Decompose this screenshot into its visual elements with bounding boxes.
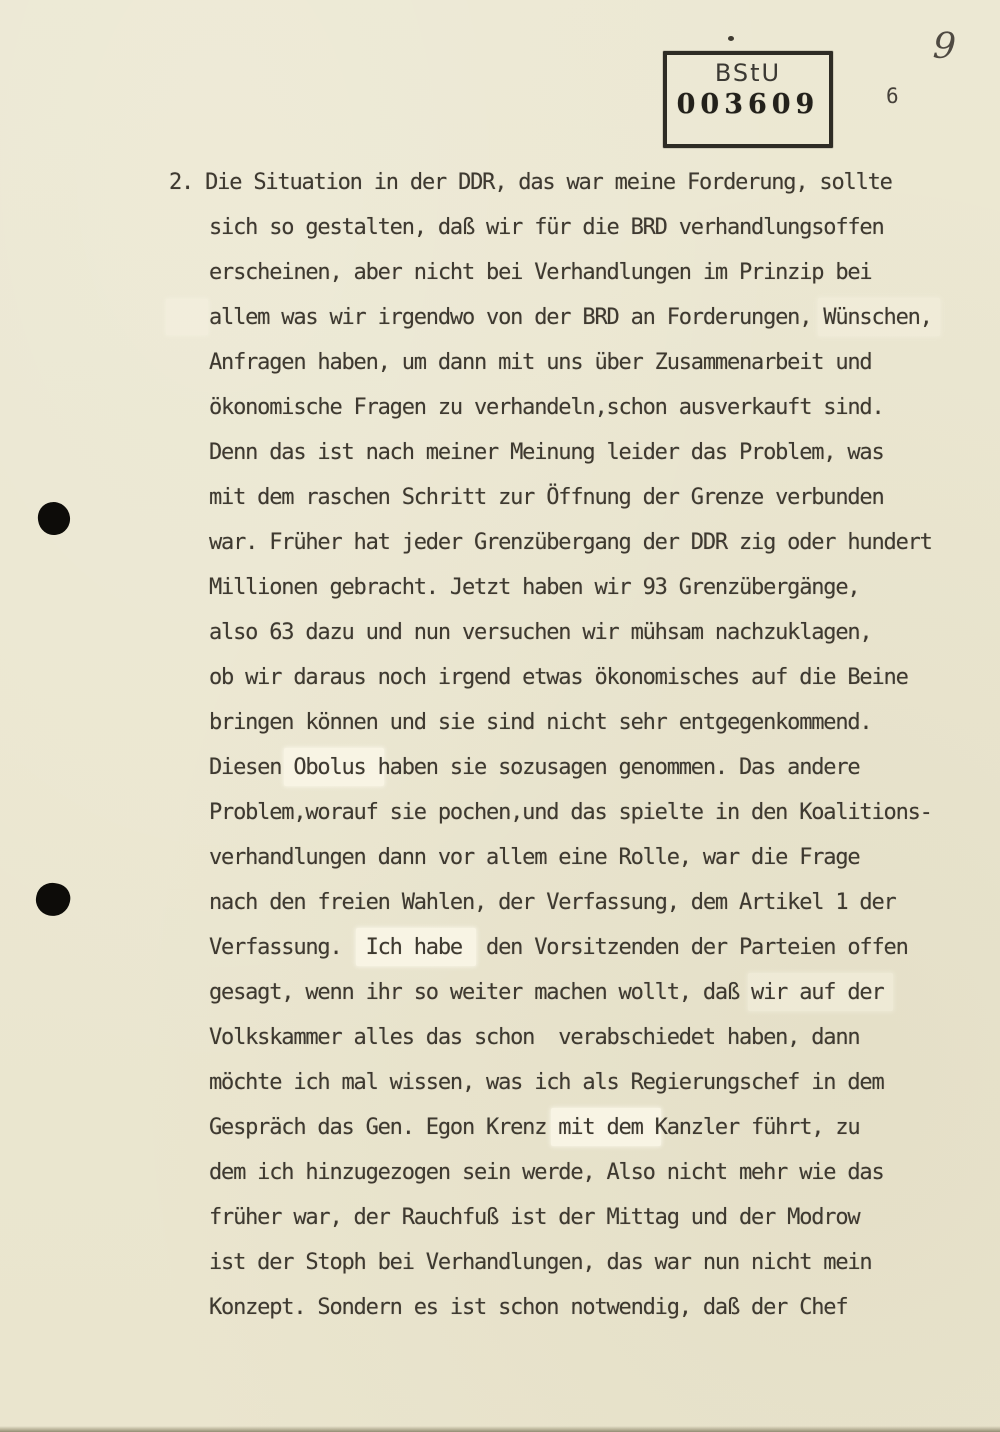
text-line: 2. Die Situation in der DDR, das war meine Forderung, sollte [169,170,892,195]
text-line: erscheinen, aber nicht bei Verhandlungen im Prinzip bei [209,260,872,285]
text-line: dem ich hinzugezogen sein werde, Also nicht mehr wie das [209,1160,884,1185]
text-line: Anfragen haben, um dann mit uns über Zusammenarbeit und [209,350,872,375]
text-line: Konzept. Sondern es ist schon notwendig, daß der Chef [209,1295,848,1320]
hole-punch-bottom [33,880,73,919]
stamp-serial-number: 003609 [676,89,820,120]
text-line: Diesen Obolus haben sie sozusagen genommen. Das andere [209,755,860,780]
text-line: Volkskammer alles das schon verabschiedet haben, dann [209,1025,860,1050]
text-line: gesagt, wenn ihr so weiter machen wollt, daß wir auf der [209,980,884,1005]
text-line: Problem,worauf sie pochen,und das spielte in den Koalitions- [209,800,932,825]
text-line: ökonomische Fragen zu verhandeln,schon ausverkauft sind. [209,395,884,420]
scan-edge-shadow [0,1426,1000,1432]
typed-page-number: 6 [886,84,899,108]
text-line: also 63 dazu und nun versuchen wir mühsam nachzuklagen, [209,620,872,645]
text-line: früher war, der Rauchfuß ist der Mittag und der Modrow [209,1205,860,1230]
text-line: verhandlungen dann vor allem eine Rolle, war die Frage [209,845,860,870]
stamp-org-label: BStU [714,59,782,87]
text-line: bringen können und sie sind nicht sehr entgegenkommend. [209,710,872,735]
text-line: ist der Stoph bei Verhandlungen, das war nun nicht mein [209,1250,872,1275]
text-line: Denn das ist nach meiner Meinung leider das Problem, was [209,440,884,465]
text-line: war. Früher hat jeder Grenzübergang der DDR zig oder hundert [209,530,932,555]
typewritten-text [169,160,959,1330]
hole-punch-top [36,500,72,537]
text-line: Gespräch das Gen. Egon Krenz mit dem Kanzler führt, zu [209,1115,860,1140]
text-line: mit dem raschen Schritt zur Öffnung der Grenze verbunden [209,485,884,510]
ink-dot [728,36,734,41]
text-line: ob wir daraus noch irgend etwas ökonomisches auf die Beine [209,665,908,690]
text-line: nach den freien Wahlen, der Verfassung, dem Artikel 1 der [209,890,896,915]
text-line: sich so gestalten, daß wir für die BRD verhandlungsoffen [209,215,884,240]
text-line: allem was wir irgendwo von der BRD an Forderungen, Wünschen, [209,305,932,330]
handwritten-page-number: 9 [931,25,957,68]
text-line: möchte ich mal wissen, was ich als Regierungschef in dem [209,1070,884,1095]
bstu-stamp [663,51,833,148]
text-line: Verfassung. Ich habe den Vorsitzenden der Parteien offen [209,935,908,960]
text-line: Millionen gebracht. Jetzt haben wir 93 Grenzübergänge, [209,575,860,600]
